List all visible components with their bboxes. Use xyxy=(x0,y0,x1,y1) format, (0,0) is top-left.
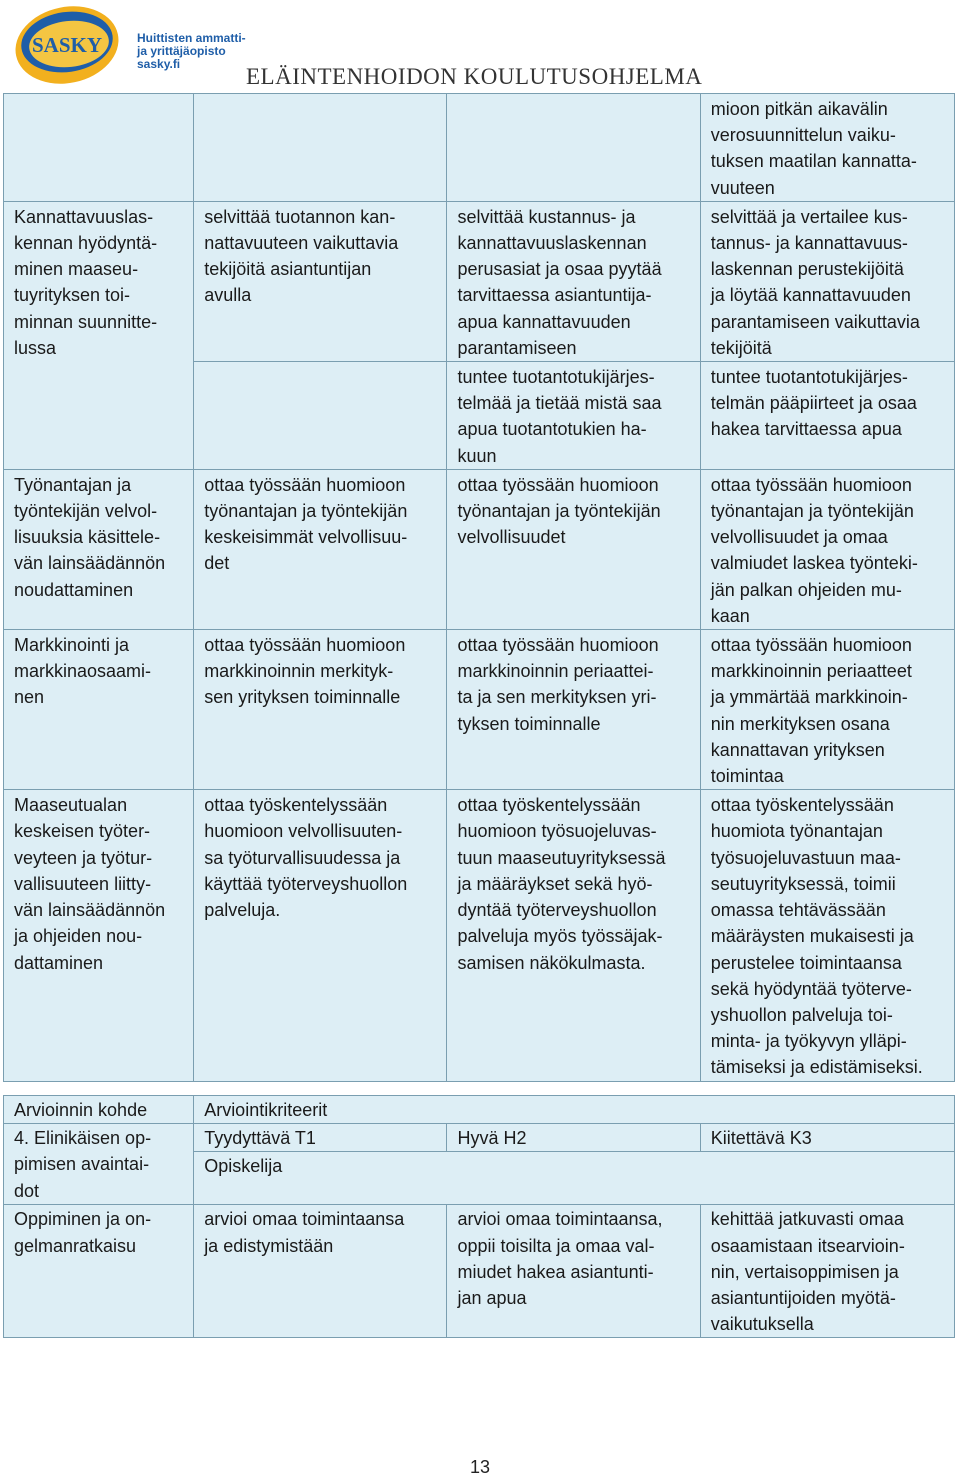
header-cell-criteria: Arviointikriteerit xyxy=(194,1096,955,1124)
org-name: Huittisten ammatti- ja yrittäjäopisto sasky.fi xyxy=(137,31,246,71)
table-cell: tuntee tuotantotukijärjes- telmän pääpiirteet ja osaa hakea tarvittaessa apua xyxy=(700,362,954,470)
level-h2: Hyvä H2 xyxy=(447,1124,700,1152)
table-cell: kehittää jatkuvasti omaa osaamistaan itsearvioin- nin, vertaisoppimisen ja asiantuntijoiden myötä- vaikutuksella xyxy=(700,1205,954,1338)
table-cell: arvioi omaa toimintaansa, oppii toisilta ja omaa val- miudet hakea asiantunti- jan apua xyxy=(447,1205,700,1338)
page-number: 13 xyxy=(469,1457,491,1477)
table-cell: ottaa työssään huomioon työnantajan ja työntekijän velvollisuudet ja omaa valmiudet laskea työnteki- jän palkan ohjeiden mu- kaan xyxy=(700,469,954,629)
table-row xyxy=(4,94,955,202)
table-cell xyxy=(194,362,447,470)
table-cell: ottaa työskentelyssään huomiota työnantajan työsuojeluvastuun maa- seutuyrityksessä, toimii omassa tehtävässään määräysten mukaisesti ja perustelee toimintaansa sekä hyödyntää työterve- yshuollon palveluja toi- minta- ja työkyvyn ylläpi- tämiseksi ja edistämiseksi. xyxy=(700,790,954,1081)
table-header-row xyxy=(4,1096,955,1124)
table-cell: ottaa työssään huomioon markkinoinnin merkityk- sen yrityksen toiminnalle xyxy=(194,630,447,790)
table-cell: mioon pitkän aikavälin verosuunnittelun vaiku- tuksen maatilan kannatta- vuuteen xyxy=(700,94,954,202)
logo-text: SASKY xyxy=(32,33,103,57)
table-cell: selvittää kustannus- ja kannattavuuslaskennan perusasiat ja osaa pyytää tarvittaessa asiantuntija- apua kannattavuuden parantamiseen xyxy=(447,201,700,361)
table-row xyxy=(4,790,955,1081)
table-cell: Maaseutualan keskeisen työter- veyteen ja työtur- vallisuuteen liitty- vän lainsäädännön ja ohjeiden nou- dattaminen xyxy=(4,790,194,1081)
table-row xyxy=(4,469,955,629)
criteria-table xyxy=(3,93,955,1082)
table-cell: Työnantajan ja työntekijän velvol- lisuuksia käsittele- vän lainsäädännön noudattaminen xyxy=(4,469,194,629)
table-cell: ottaa työssään huomioon markkinoinnin periaatteet ja ymmärtää markkinoin- nin merkityksen osana kannattavan yrityksen toimintaa xyxy=(700,630,954,790)
table-cell: Oppiminen ja on- gelmanratkaisu xyxy=(4,1205,194,1338)
table-cell: Kannattavuuslas- kennan hyödyntä- minen maaseu- tuyrityksen toi- minnan suunnitte- lussa xyxy=(4,201,194,469)
table-row xyxy=(4,201,955,361)
table-row xyxy=(4,1205,955,1338)
table-cell: Opiskelija xyxy=(194,1152,955,1205)
level-k3: Kiitettävä K3 xyxy=(700,1124,954,1152)
table-cell: arvioi omaa toimintaansa ja edistymistään xyxy=(194,1205,447,1338)
assessment-table xyxy=(3,1095,955,1338)
header-cell-target: Arvioinnin kohde xyxy=(4,1096,194,1124)
table-cell: ottaa työssään huomioon työnantajan ja työntekijän keskeisimmät velvollisuu- det xyxy=(194,469,447,629)
table-row xyxy=(4,630,955,790)
table-cell: selvittää tuotannon kan- nattavuuteen vaikuttavia tekijöitä asiantuntijan avulla xyxy=(194,201,447,361)
table-cell xyxy=(4,94,194,202)
table-cell: tuntee tuotantotukijärjes- telmää ja tietää mistä saa apua tuotantotukien ha- kuun xyxy=(447,362,700,470)
table-cell xyxy=(194,94,447,202)
sasky-logo xyxy=(12,2,252,84)
table-cell: selvittää ja vertailee kus- tannus- ja kannattavuus- laskennan perustekijöitä ja löytää kannattavuuden parantamiseen vaikuttavia tekijöitä xyxy=(700,201,954,361)
table-cell: ottaa työssään huomioon markkinoinnin periaattei- ta ja sen merkityksen yri- tyksen toiminnalle xyxy=(447,630,700,790)
table-cell: Markkinointi ja markkinaosaami- nen xyxy=(4,630,194,790)
table-cell: ottaa työskentelyssään huomioon velvollisuuten- sa työturvallisuudessa ja käyttää työterveyshuollon palveluja. xyxy=(194,790,447,1081)
table-cell: 4. Elinikäisen op- pimisen avaintai- dot xyxy=(4,1124,194,1205)
level-t1: Tyydyttävä T1 xyxy=(194,1124,447,1152)
table-cell: ottaa työssään huomioon työnantajan ja työntekijän velvollisuudet xyxy=(447,469,700,629)
table-row xyxy=(4,1124,955,1152)
page-title: ELÄINTENHOIDON KOULUTUSOHJELMA xyxy=(246,64,703,89)
table-cell: ottaa työskentelyssään huomioon työsuojeluvas- tuun maaseutuyrityksessä ja määräykset sekä hyö- dyntää työterveyshuollon palveluja myös työssäjak- samisen näkökulmasta. xyxy=(447,790,700,1081)
table-cell xyxy=(447,94,700,202)
